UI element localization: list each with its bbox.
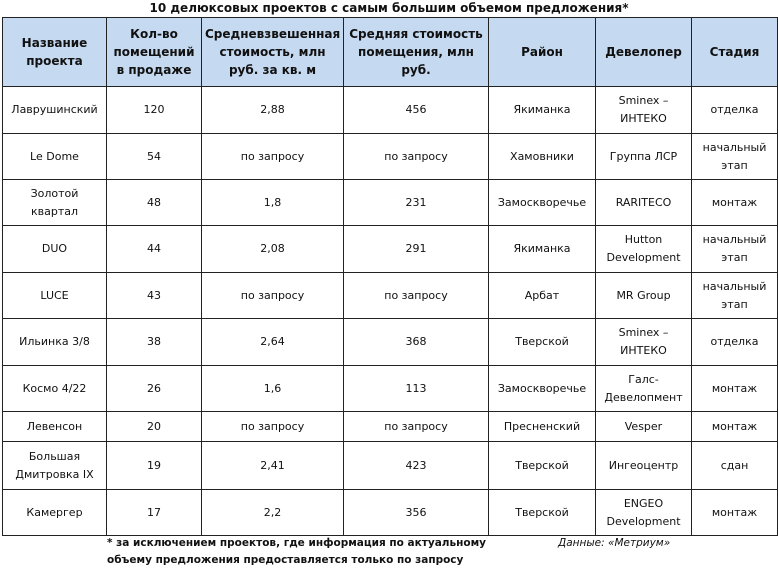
cell-price-per-sqm: по запросу xyxy=(202,134,344,180)
cell-developer: Sminex – ИНТЕКО xyxy=(596,319,692,366)
cell-units-count: 43 xyxy=(107,273,202,319)
cell-avg-price: 231 xyxy=(344,180,489,226)
cell-district: Замоскворечье xyxy=(489,180,596,226)
table-row xyxy=(3,273,778,319)
cell-district: Пресненский xyxy=(489,412,596,442)
cell-stage: монтаж xyxy=(692,412,778,442)
cell-stage: монтаж xyxy=(692,180,778,226)
cell-project-name: LUCE xyxy=(3,273,107,319)
cell-stage: начальный этап xyxy=(692,226,778,273)
header-row xyxy=(3,18,778,87)
table-row xyxy=(3,490,778,536)
cell-stage: отделка xyxy=(692,319,778,366)
cell-price-per-sqm: 2,64 xyxy=(202,319,344,366)
table-row xyxy=(3,87,778,134)
table-row xyxy=(3,226,778,273)
cell-project-name: Камергер xyxy=(3,490,107,536)
cell-stage: отделка xyxy=(692,87,778,134)
cell-avg-price: 456 xyxy=(344,87,489,134)
cell-avg-price: 113 xyxy=(344,366,489,412)
cell-stage: сдан xyxy=(692,442,778,490)
cell-units-count: 20 xyxy=(107,412,202,442)
cell-project-name: Левенсон xyxy=(3,412,107,442)
cell-project-name: Ильинка 3/8 xyxy=(3,319,107,366)
cell-project-name: DUO xyxy=(3,226,107,273)
header-avg-price: Средняя стоимость помещения, млн руб. xyxy=(344,18,489,87)
cell-units-count: 26 xyxy=(107,366,202,412)
cell-district: Хамовники xyxy=(489,134,596,180)
cell-stage: начальный этап xyxy=(692,273,778,319)
table-row xyxy=(3,412,778,442)
cell-units-count: 44 xyxy=(107,226,202,273)
cell-avg-price: по запросу xyxy=(344,134,489,180)
cell-project-name: Большая Дмитровка IX xyxy=(3,442,107,490)
cell-developer: Hutton Development xyxy=(596,226,692,273)
cell-stage: монтаж xyxy=(692,490,778,536)
cell-price-per-sqm: по запросу xyxy=(202,412,344,442)
cell-units-count: 19 xyxy=(107,442,202,490)
data-source: Данные: «Метриум» xyxy=(558,537,671,549)
cell-district: Якиманка xyxy=(489,226,596,273)
cell-developer: RARITECO xyxy=(596,180,692,226)
cell-developer: ENGEO Development xyxy=(596,490,692,536)
cell-district: Тверской xyxy=(489,490,596,536)
cell-price-per-sqm: 1,8 xyxy=(202,180,344,226)
cell-price-per-sqm: 2,2 xyxy=(202,490,344,536)
cell-project-name: Le Dome xyxy=(3,134,107,180)
cell-district: Якиманка xyxy=(489,87,596,134)
cell-developer: Галс-Девелопмент xyxy=(596,366,692,412)
cell-avg-price: по запросу xyxy=(344,273,489,319)
table-row xyxy=(3,442,778,490)
table-row xyxy=(3,366,778,412)
cell-price-per-sqm: 2,41 xyxy=(202,442,344,490)
cell-avg-price: 423 xyxy=(344,442,489,490)
header-price-per-sqm: Средневзвешенная стоимость, млн руб. за кв. м xyxy=(202,18,344,87)
cell-developer: Sminex – ИНТЕКО xyxy=(596,87,692,134)
table-row xyxy=(3,134,778,180)
header-developer: Девелопер xyxy=(596,18,692,87)
cell-district: Тверской xyxy=(489,442,596,490)
cell-units-count: 120 xyxy=(107,87,202,134)
cell-project-name: Космо 4/22 xyxy=(3,366,107,412)
cell-project-name: Лаврушинский xyxy=(3,87,107,134)
cell-units-count: 38 xyxy=(107,319,202,366)
cell-price-per-sqm: 2,08 xyxy=(202,226,344,273)
cell-developer: Ингеоцентр xyxy=(596,442,692,490)
cell-units-count: 48 xyxy=(107,180,202,226)
cell-units-count: 54 xyxy=(107,134,202,180)
cell-district: Замоскворечье xyxy=(489,366,596,412)
header-stage: Стадия xyxy=(692,18,778,87)
header-district: Район xyxy=(489,18,596,87)
cell-stage: монтаж xyxy=(692,366,778,412)
cell-avg-price: 356 xyxy=(344,490,489,536)
cell-price-per-sqm: 1,6 xyxy=(202,366,344,412)
table-title: 10 делюксовых проектов с самым большим объемом предложения* xyxy=(149,1,629,15)
cell-developer: MR Group xyxy=(596,273,692,319)
cell-units-count: 17 xyxy=(107,490,202,536)
cell-price-per-sqm: 2,88 xyxy=(202,87,344,134)
cell-avg-price: 291 xyxy=(344,226,489,273)
cell-price-per-sqm: по запросу xyxy=(202,273,344,319)
cell-avg-price: по запросу xyxy=(344,412,489,442)
header-project-name: Название проекта xyxy=(3,18,107,87)
cell-avg-price: 368 xyxy=(344,319,489,366)
projects-table xyxy=(2,17,778,536)
cell-developer: Группа ЛСР xyxy=(596,134,692,180)
table-row xyxy=(3,180,778,226)
cell-district: Арбат xyxy=(489,273,596,319)
table-body xyxy=(3,87,778,536)
table-row xyxy=(3,319,778,366)
cell-district: Тверской xyxy=(489,319,596,366)
footnote: * за исключением проектов, где информация по актуальному объему предложения предоставляется только по запросу xyxy=(107,537,486,566)
cell-project-name: Золотой квартал xyxy=(3,180,107,226)
header-units-count: Кол-во помещений в продаже xyxy=(107,18,202,87)
cell-stage: начальный этап xyxy=(692,134,778,180)
cell-developer: Vesper xyxy=(596,412,692,442)
